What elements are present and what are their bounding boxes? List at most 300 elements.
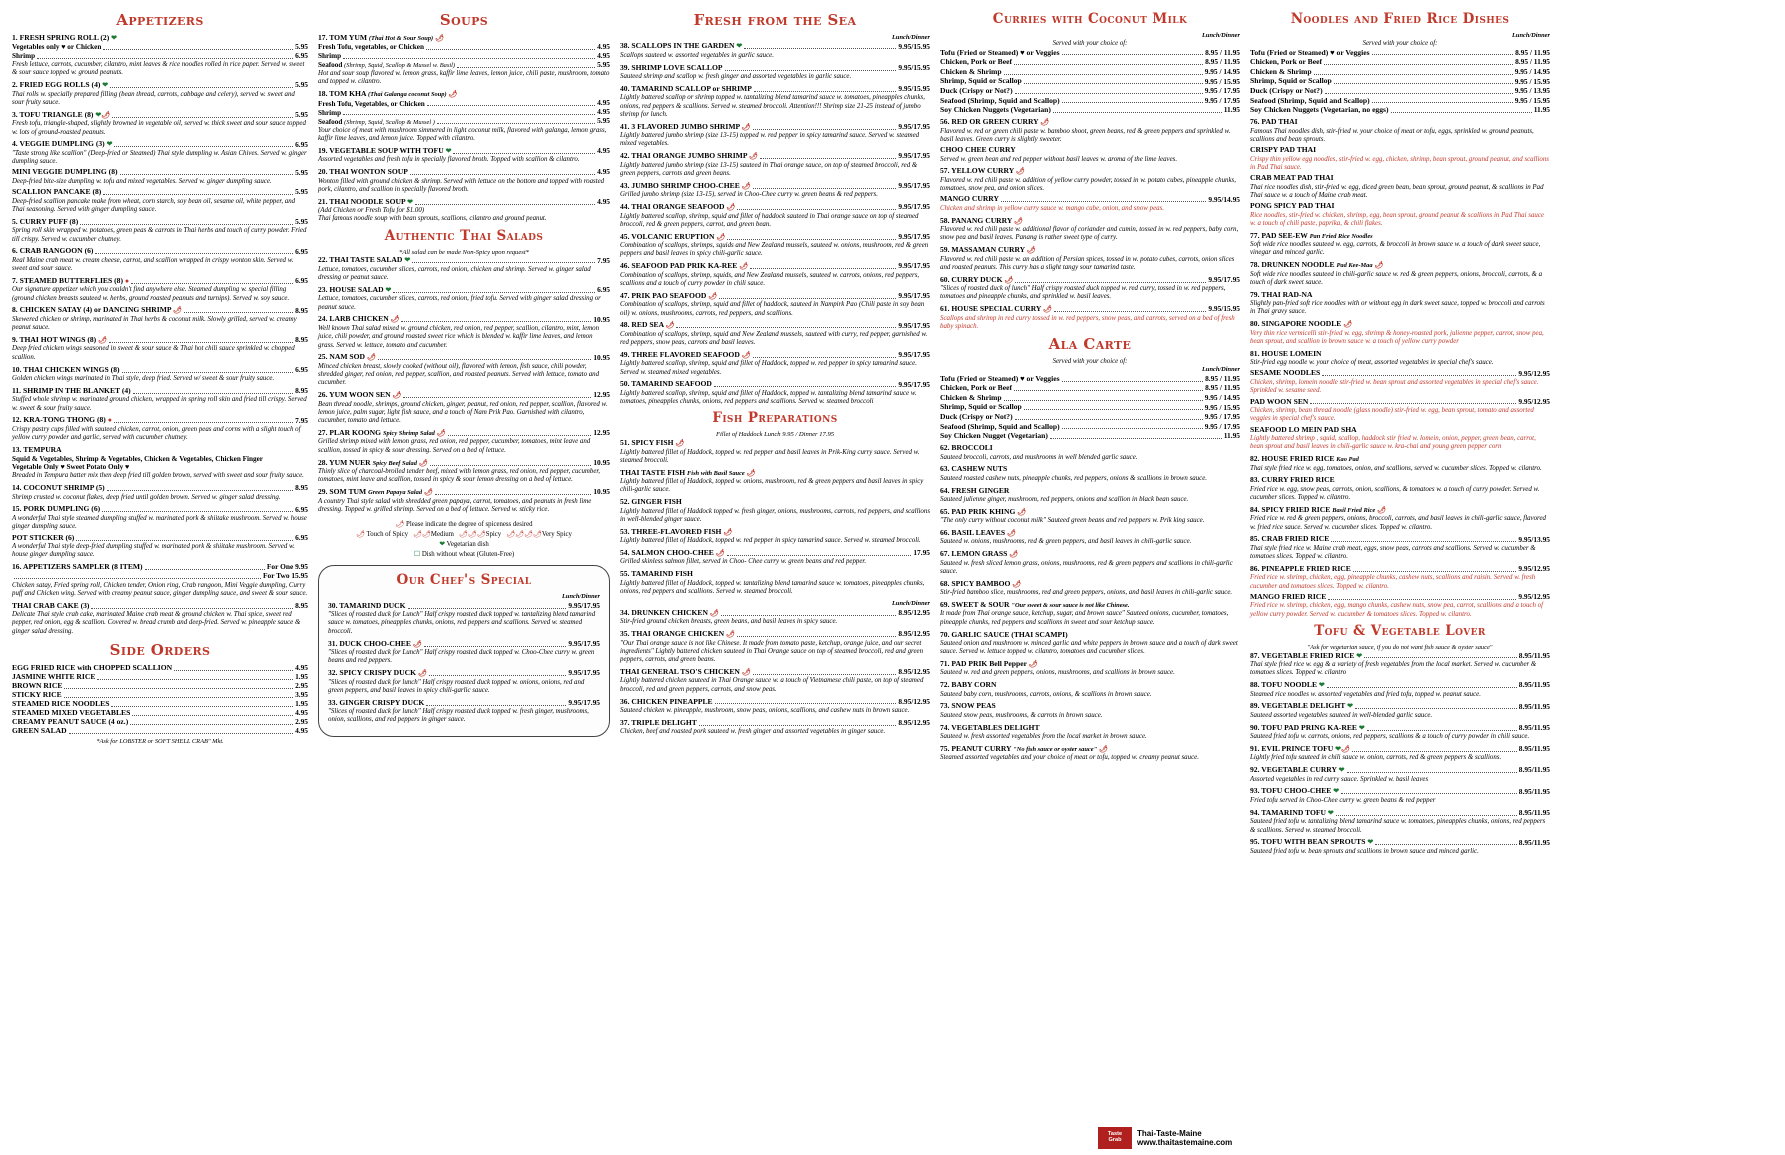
side-order-name: GREEN SALAD xyxy=(12,725,67,735)
noodles-served-with: Served with your choice of: xyxy=(1362,40,1438,48)
chefs-special-box xyxy=(318,565,610,737)
menu-item-description: Scallops and shrimp in red curry tossed in w. red peppers, snow peas, and carrots, served on a bed of fresh baby spinach. xyxy=(940,314,1235,330)
menu-item-price: 7.95 xyxy=(597,255,610,265)
menu-item-description: Slightly pan-fried soft rice noodles with or without egg in dark sweet sauce, topped w. broccoli and carrots in Thai gravy sauce. xyxy=(1250,300,1545,316)
choice-row xyxy=(940,77,1240,86)
menu-item-price: 8.95/12.95 xyxy=(898,718,930,728)
menu-item-description: Sauteed fried tofu w. bean sprouts and scallions in brown sauce and minced garlic. xyxy=(1250,847,1479,855)
menu-item-name: 9. THAI HOT WINGS (8) 🌶 xyxy=(12,335,107,345)
choice-name: Seafood (Shrimp, Squid and Scallop) xyxy=(940,421,1060,431)
leader-dots xyxy=(1367,724,1517,731)
menu-item-name: 76. PAD THAI xyxy=(1250,117,1298,127)
menu-item-name: 69. SWEET & SOUR "Our sweet & sour sauce is not like Chinese. xyxy=(940,599,1130,609)
menu-subitem-description: Deep-fried scallion pancake make from wheat, corn starch, soy bean oil, sesame oil, white pepper, and Thai seasoning. Served with ginger dumpling sauce. xyxy=(12,197,296,213)
curries-list xyxy=(940,118,1240,331)
leader-dots xyxy=(1004,394,1203,401)
menu-item-price: 4.95 xyxy=(597,196,610,206)
leader-dots xyxy=(132,709,293,716)
choice-name: Shrimp, Squid or Scallop xyxy=(940,402,1022,412)
vegetarian-icon: ❤ xyxy=(106,140,113,149)
leader-dots xyxy=(1347,766,1517,773)
spicy-chili-icon: 🌶 xyxy=(173,306,182,315)
leader-dots xyxy=(69,727,293,734)
choice-name: Duck (Crispy or Not?) xyxy=(1250,85,1323,95)
menu-item-price: 9.95/12.95 xyxy=(1518,592,1550,602)
spicy-chili-icon: 🌶 xyxy=(1343,320,1353,329)
spicy-chili-icon: 🌶 xyxy=(1377,505,1386,514)
menu-item-name: 53. THREE-FLAVORED FISH 🌶 xyxy=(620,526,733,536)
salads-list xyxy=(318,256,610,514)
menu-item-description: Stuffed whole shrimp w. marinated ground chicken, wrapped in spring roll skin and fried till crispy. Served w. sweet & sour fruity sauce. xyxy=(12,396,307,412)
spice-legend xyxy=(318,520,610,559)
menu-item-description: Fried rice w. shrimp, chicken, egg, pineapple chunks, cashew nuts, scallions and raisin. Served w. fresh cucumber and tomatoes slices. Topped w. cilantro. xyxy=(1250,574,1536,590)
menu-item-description: Thai style fried rice w. egg & a variety of fresh vegetables from the local market. Served w. cucumber & tomatoes slices. Topped w. cilantro xyxy=(1250,660,1537,677)
spicy-chili-icon: 🌶 xyxy=(725,630,735,639)
footer-logo xyxy=(1098,1127,1232,1149)
menu-item xyxy=(620,498,930,524)
menu-item-name: 74. VEGETABLES DELIGHT xyxy=(940,722,1040,732)
leader-dots xyxy=(110,81,293,88)
choice-price: 8.95 / 11.95 xyxy=(1205,57,1240,67)
leader-dots xyxy=(111,700,293,707)
choice-price: 9.95 / 15.95 xyxy=(1514,95,1550,105)
menu-item-name: 68. SPICY BAMBOO 🌶 xyxy=(940,578,1022,588)
menu-item-name: 2. FRIED EGG ROLLS (4) ❤ xyxy=(12,80,109,90)
menu-item xyxy=(318,429,610,455)
section-title-ala-carte: Ala Carte xyxy=(1048,335,1132,354)
spicy-chili-icon: 🌶 xyxy=(1040,118,1050,127)
menu-subitem-description: Chicken and shrimp in yellow curry sauce w. mango cube, onion, and snow peas. xyxy=(940,204,1164,212)
spicy-chili-icon: 🌶 xyxy=(709,608,719,617)
restaurant-logo-icon: Taste Grab xyxy=(1098,1127,1132,1149)
leader-dots xyxy=(131,277,293,284)
vegetarian-icon: ❤ xyxy=(1333,787,1340,796)
leader-dots xyxy=(1001,195,1206,202)
menu-item-price: 6.95 xyxy=(295,276,308,286)
menu-item xyxy=(1250,291,1550,317)
menu-item-description: Bean thread noodle, shrimps, ground chicken, ginger, peanut, red onion, red pepper, scallion, flavored w. lemon juice, palm sugar, light fish sauce, and a touch of Nam Prik Pao. Garnished with cilantro, cucumber, tomato and lettuce. xyxy=(318,400,608,425)
vegetarian-icon: ❤ xyxy=(385,285,392,294)
menu-item-name: 59. MASSAMAN CURRY 🌶 xyxy=(940,245,1036,255)
section-title-salads: Authentic Thai Salads xyxy=(384,227,544,244)
menu-subitem xyxy=(1250,397,1550,423)
menu-item-price: For One 9.95 xyxy=(266,562,308,572)
menu-item-name: 24. LARB CHICKEN 🌶 xyxy=(318,314,400,324)
menu-item-description: Very thin rice vermicelli stir-fried w. egg, shrimp & honey-roasted pork, julienne pepper, carrot, snow pea, bean sprout, and scallion in brown sauce w. a touch of yellow curry powder xyxy=(1250,329,1544,345)
menu-item-name: 95. TOFU WITH BEAN SPROUTS ❤ xyxy=(1250,837,1374,847)
menu-item-description: A country Thai style salad with shredded green papaya, carrot, tomatoes, and peanuts in fresh lime dressing. Topped w. grilled shrimp. Served on a bed of lettuce. Served w. sticky rice. xyxy=(318,497,592,513)
menu-item xyxy=(940,246,1240,272)
choice-price: 8.95 / 11.95 xyxy=(1205,47,1240,57)
menu-item-description: Minced chicken breast, slowly cooked (without oil), flavored with lemon, fish sauce, chili powder, shredded ginger, red onion, red pepper, scallion, and roasted peanuts. Served with lettuce, tomato and cucumber. xyxy=(318,362,600,387)
menu-item-price: 10.95 xyxy=(593,457,610,467)
menu-item-description: "Slices of roasted duck for Lunch" Half crispy roasted duck topped w. tantalizing blend tamarind sauce w. tomatoes, pineapples chunks, onions, red peppers and scallions. Served w. steamed broccoli. xyxy=(328,611,596,635)
menu-item-name: 33. GINGER CRISPY DUCK xyxy=(328,697,425,707)
menu-item-description: Lettuce, tomatoes, cucumber slices, carrots, red onion, chicken and shrimp. Served w. ginger salad dressing or peanut sauce. xyxy=(318,265,591,282)
menu-item-price: 5.95 xyxy=(295,187,308,197)
menu-item xyxy=(318,90,610,143)
menu-item xyxy=(12,34,308,78)
choice-name: Soy Chicken Nuggets (Vegetarian, no eggs) xyxy=(1250,105,1389,115)
leader-dots xyxy=(401,315,591,322)
menu-item-price: 8.95/12.95 xyxy=(898,667,930,677)
spicy-chili-icon: 🌶 xyxy=(741,122,751,131)
menu-item-name: 14. COCONUT SHRIMP (5) xyxy=(12,483,105,493)
menu-item-name: 63. CASHEW NUTS xyxy=(940,464,1008,474)
choice-row xyxy=(940,432,1240,441)
menu-item-description: Steamed rice noodles w. assorted vegetables and fried tofu, topped w. peanut sauce. xyxy=(1250,690,1481,698)
menu-item-description: A wonderful Thai style steamed dumpling stuffed w. marinated pork & shiitake mushroom. Served w. house ginger dumpling sauce. xyxy=(12,514,307,531)
menu-item-option: Vegetable Only ♥ Sweet Potato Only ♥ xyxy=(12,463,130,472)
menu-item-description: Sauteed w. fresh assorted vegetables from the local market in brown sauce. xyxy=(940,733,1147,741)
spicy-chili-icon: 🌶 xyxy=(1004,275,1014,284)
choice-name: Chicken & Shrimp xyxy=(1250,66,1312,76)
spicy-chili-icon: 🌶 xyxy=(392,391,402,400)
side-order-name: STEAMED RICE NOODLES xyxy=(12,698,110,708)
menu-item xyxy=(940,276,1240,302)
leader-dots xyxy=(112,111,293,118)
spicy-chili-icon: 🌶 xyxy=(715,549,725,557)
choice-price: 9.95 / 14.95 xyxy=(1204,392,1240,402)
menu-item-description: Well known Thai salad mixed w. ground chicken, red onion, red pepper, scallion, cilantro, mint, lemon juice, chili powder, and ground roasted sweet rice which is blended w. kaffir lime leaves, and lemon grass. Served w. lettuce, tomato and cucumber. xyxy=(318,324,600,349)
menu-item-name: 75. PEANUT CURRY "No fish sauce or oyster sauce" 🌶 xyxy=(940,743,1108,753)
leader-dots xyxy=(750,262,896,269)
menu-item xyxy=(318,168,610,194)
menu-item-price: 5.95 xyxy=(597,116,610,126)
menu-item xyxy=(620,668,930,694)
leader-dots xyxy=(727,233,896,240)
menu-item-description: Lightly battered fillet of Haddock, topped w. red pepper in spicy tamarind sauce. Served w. steamed broccoli. xyxy=(620,537,921,545)
menu-item-name: 85. CRAB FRIED RICE xyxy=(1250,534,1330,544)
menu-item-name: 28. YUM NUER Spicy Beef Salad 🌶 xyxy=(318,457,428,467)
spicy-chili-icon: 🌶 xyxy=(1006,529,1016,537)
choice-row xyxy=(940,403,1240,412)
leader-dots xyxy=(457,61,595,68)
spicy-chili-icon: 🌶 xyxy=(1017,507,1027,516)
menu-item xyxy=(1250,320,1550,346)
menu-item xyxy=(12,387,308,413)
choice-row xyxy=(1250,68,1550,77)
leader-dots xyxy=(727,549,912,556)
column-sea-fish xyxy=(620,10,930,1145)
choice-row xyxy=(940,68,1240,77)
menu-item xyxy=(1250,809,1550,835)
menu-item-name: 81. HOUSE LOMEIN xyxy=(1250,348,1322,358)
vegetarian-icon: ❤ xyxy=(95,110,102,119)
menu-item-name: 84. SPICY FRIED RICE Basil Fried Rice 🌶 xyxy=(1250,504,1386,514)
spicy-chili-icon: 🌶 xyxy=(675,439,685,448)
leader-dots xyxy=(107,484,293,491)
leader-dots xyxy=(1014,384,1203,391)
menu-item-description: Shrimp crusted w. coconut flakes, deep fried until golden brown. Served w. ginger salad dressing. xyxy=(12,493,281,501)
leader-dots xyxy=(721,609,897,616)
choice-price: 11.95 xyxy=(1533,105,1550,115)
menu-item-description: Lightly battered jumbo shrimp (size 13-15) topped w. red pepper in spicy tamarind sauce. Served w. steamed mixed vegetables. xyxy=(620,132,920,148)
menu-item-description: Sauteed roasted cashew nuts, pineapple chunks, red peppers, onions & scallions in brown sauce. xyxy=(940,474,1207,482)
choice-price: 11.95 xyxy=(1223,105,1240,115)
section-title-chefs-special: Our Chef's Special xyxy=(396,572,532,589)
menu-item-price: For Two 15.95 xyxy=(263,571,308,581)
menu-item xyxy=(12,81,308,107)
side-order-price: 1.95 xyxy=(295,671,308,681)
leader-dots xyxy=(393,286,595,293)
section-title-fish: Fish Preparations xyxy=(712,410,838,427)
menu-item-option: Seafood (Shrimp, Squid, Scallop & Mussel w. Basil) xyxy=(318,61,455,70)
crispy-cups-icon: ● xyxy=(107,416,112,425)
menu-item-price: 9.95/12.95 xyxy=(1518,396,1550,406)
menu-item-description: Sauteed julienne ginger, mushroom, red peppers, onions and scallion in black bean sauce. xyxy=(940,495,1189,503)
menu-item xyxy=(12,484,308,502)
vegetarian-icon: ❤ xyxy=(1356,651,1363,660)
fish-subtitle: Fillet of Haddock Lunch 9.95 / Dinner 17.95 xyxy=(715,431,835,439)
leader-dots xyxy=(1004,68,1203,75)
menu-subitem xyxy=(1250,174,1550,200)
menu-item-name: 55. TAMARIND FISH xyxy=(620,569,693,579)
menu-item-name: 7. STEAMED BUTTERFLIES (8) ● xyxy=(12,275,130,285)
menu-item xyxy=(12,277,308,303)
menu-item-price: 9.95/17.95 xyxy=(568,668,600,678)
leader-dots xyxy=(1352,745,1517,752)
menu-item-name: 36. CHICKEN PINEAPPLE xyxy=(620,696,713,706)
menu-item-price: 6.95 xyxy=(295,532,308,542)
menu-item-name: 31. DUCK CHOO-CHEE 🌶 xyxy=(328,638,422,648)
leader-dots xyxy=(427,99,595,106)
menu-item-description: "Slices of roasted duck for lunch" Half crispy roasted duck topped w. fresh ginger, mushrooms, onion, scallions, and red peppers in ginger sauce. xyxy=(328,708,589,724)
menu-subitem xyxy=(940,146,1240,164)
spicy-chili-icon: 🌶 xyxy=(1026,246,1036,255)
chicken-dumpling-icon: ● xyxy=(124,276,130,285)
menu-item-description: Flavored w. red chili paste w. addition of yellow curry powder, tossed in w. potato cubes, pineapple chunks, tomatoes, snow pea, and onion slices. xyxy=(940,176,1236,193)
menu-item-name: 78. DRUNKEN NOODLE Pad Kee-Maa 🌶 xyxy=(1250,260,1384,270)
vegetarian-icon: ❤ xyxy=(404,256,411,265)
menu-item-price: 8.95/11.95 xyxy=(1518,765,1550,775)
leader-dots xyxy=(699,719,897,726)
menu-item-description: Lightly battered fillet of Haddock, topped w. tantalizing blend tamarind sauce w. tomatoes, pineapples chunks, onions, red peppers and scallions. Served w. steamed broccoli. xyxy=(620,579,925,595)
menu-item-option: Shrimp xyxy=(12,52,36,61)
menu-columns xyxy=(12,10,1773,1145)
leader-dots xyxy=(95,247,293,254)
ala-carte-served-with: Served with your choice of: xyxy=(1052,357,1128,365)
leader-dots xyxy=(1353,565,1517,572)
side-order-price: 4.95 xyxy=(295,662,308,672)
choice-row xyxy=(940,106,1240,115)
menu-item-description: Soft wide rice noodles sauteed in chili-garlic sauce w. red & green peppers, onions, broccoli, carrots, & a touch of dark sweet sauce. xyxy=(1250,270,1543,286)
menu-item xyxy=(1250,745,1550,763)
menu-item xyxy=(1250,455,1550,473)
menu-item-name: 20. THAI WONTON SOUP xyxy=(318,167,408,177)
menu-item-name: 1. FRESH SPRING ROLL (2) ❤ xyxy=(12,32,118,42)
leader-dots xyxy=(1310,397,1516,404)
menu-item-price: 4.95 xyxy=(597,41,610,51)
menu-item xyxy=(620,630,930,664)
leader-dots xyxy=(91,602,293,609)
menu-item-description: Flavored w. red chili paste w. additional flavor of coriander and cumin, tossed in w. red peppers, baby corn, snow pea and basil leaves. Panang is rather sweet type of curry. xyxy=(940,226,1239,242)
salads-note: *All salad can be made Non-Spicy upon request* xyxy=(399,248,529,256)
menu-item-name: 51. SPICY FISH 🌶 xyxy=(620,438,685,448)
menu-item-description: Lightly battered fillet of Haddock topped w. fresh ginger, onions, mushrooms, carrots, red peppers, and scallions in well-blended ginger sauce. xyxy=(620,507,930,523)
menu-item xyxy=(12,111,308,137)
leader-dots xyxy=(719,292,896,299)
menu-item xyxy=(318,353,610,387)
menu-item-description: Steamed assorted vegetables and your choice of meat or tofu, topped w. creamy peanut sauce. xyxy=(940,754,1199,762)
menu-item-description: Wonton filled with ground chicken & shrimp. Served with lettuce on the bottom and topped with roasted pork, cilantro, and scallion in specially flavored broth. xyxy=(318,177,605,193)
vegetarian-icon: ❤ xyxy=(1338,766,1345,775)
footer-text xyxy=(1137,1129,1232,1148)
menu-item-price: 9.95/17.95 xyxy=(898,261,930,271)
leader-dots xyxy=(120,168,294,175)
menu-item-description: Lightly battered scallop, shrimp, squid and fillet of Haddock, topped w. red pepper in spicy tamarind sauce. Served w. steamed mixed vegetables. xyxy=(620,360,917,376)
spicy-chili-icon: 🌶 xyxy=(1374,261,1384,270)
menu-item-description: "Slices of roasted duck of lunch" Half crispy roasted duck topped w. red curry, tossed in w. red peppers, tomatoes and pineapple chunks, and sprinkled w. basil leaves. xyxy=(940,285,1226,301)
menu-item-description: Sauteed w. red and green peppers, onions, mushrooms, and scallions in brown sauce. xyxy=(940,669,1175,677)
leader-dots xyxy=(130,718,293,725)
menu-item-price: 9.95/17.95 xyxy=(898,350,930,360)
menu-item xyxy=(1250,476,1550,502)
curries-choice-list xyxy=(940,48,1240,115)
menu-item-name: 6. CRAB RANGOON (6) xyxy=(12,246,94,256)
choice-name: Chicken & Shrimp xyxy=(940,66,1002,76)
menu-item xyxy=(620,203,930,229)
menu-item-name: 37. TRIPLE DELIGHT xyxy=(620,717,697,727)
menu-item xyxy=(12,505,308,559)
menu-item-price: 9.95/13.95 xyxy=(1518,534,1550,544)
menu-item-description: Lightly battered chicken sauteed in Thai Orange sauce w. a touch of Vietnamese chili paste, on top of steamed broccoli, red and green peppers, carrots, and snow peas. xyxy=(620,677,924,693)
vegetarian-icon: ❤ xyxy=(1327,808,1334,817)
menu-item xyxy=(328,699,600,725)
choice-price: 8.95 / 11.95 xyxy=(1515,47,1550,57)
choice-row xyxy=(940,394,1240,403)
menu-item xyxy=(1250,702,1550,720)
choice-price: 9.95 / 15.95 xyxy=(1204,76,1240,86)
leader-dots xyxy=(37,52,293,59)
ala-carte-list xyxy=(940,444,1240,763)
spicy-chili-icon: 🌶 xyxy=(366,353,376,362)
leader-dots xyxy=(378,353,592,360)
menu-item-description: Thai style fried rice w. Maine crab meat, eggs, snow peas, carrots and scallions. Served w. cucumber & tomatoes slices. Topped w. cilantro. xyxy=(1250,544,1536,561)
menu-item-name: 65. PAD PRIK KHING 🌶 xyxy=(940,506,1027,516)
menu-item-price: 8.95/12.95 xyxy=(898,629,930,639)
menu-item xyxy=(940,444,1240,462)
spicy-chili-icon: 🌶 xyxy=(1043,305,1052,314)
menu-item-option: Shrimp xyxy=(318,52,342,61)
menu-item-price: 5.95 xyxy=(597,59,610,69)
menu-item xyxy=(940,305,1240,331)
menu-item xyxy=(940,487,1240,505)
menu-item-description: Stir-fried egg noodle w. your choice of meat, assorted vegetables in special chef's sauce. xyxy=(1250,359,1494,367)
menu-item-name: 15. PORK DUMPLING (6) xyxy=(12,504,101,514)
menu-item xyxy=(620,549,930,567)
chicken-dishes-list xyxy=(620,609,930,737)
menu-item xyxy=(12,446,308,481)
side-order-price: 4.95 xyxy=(295,707,308,717)
menu-item-description: Flavored w. red chili paste w. an addition of Persian spices, tossed in w. potato cubes, carrots, onion slices and roasted peanuts. This curry has a slight tangy sour tamarind taste. xyxy=(940,255,1235,271)
menu-item-description: Lightly battered scallop, shrimp, squid and fillet of Haddock, topped w. tantalizing blend tamarind sauce w. tomatoes, pineapples chunks, onions, red peppers and scallions. Served w. steamed broccoli xyxy=(620,389,917,406)
tofu-list xyxy=(1250,651,1550,856)
leader-dots xyxy=(114,140,293,147)
spice-legend-row: ❤ Vegetarian dish xyxy=(439,540,489,549)
leader-dots xyxy=(1024,77,1203,84)
menu-item-name: 70. GARLIC SAUCE (THAI SCAMPI) xyxy=(940,629,1068,639)
menu-item-description: Sauteed snow peas, mushrooms, & carrots in brown sauce. xyxy=(940,711,1103,719)
vegetarian-icon: ❤ xyxy=(111,33,118,42)
menu-item xyxy=(328,640,600,666)
menu-item-name: 73. SNOW PEAS xyxy=(940,701,996,711)
choice-row xyxy=(1250,77,1550,86)
spicy-chili-icon: 🌶 xyxy=(1012,579,1022,588)
column-appetizers xyxy=(12,10,308,1145)
menu-item xyxy=(328,602,600,636)
menu-item-price: 9.95/17.95 xyxy=(898,202,930,212)
menu-subitem xyxy=(1250,593,1550,619)
menu-item-price: 10.95 xyxy=(593,487,610,497)
menu-item-price: 8.95/12.95 xyxy=(898,696,930,706)
restaurant-url[interactable]: www.thaitastemaine.com xyxy=(1137,1138,1233,1147)
menu-subitem xyxy=(12,168,308,186)
leader-dots xyxy=(1375,838,1517,845)
menu-item-description: Stir-fried ground chicken breasts, green beans, and basil leaves in spicy sauce. xyxy=(620,618,838,626)
side-order-name: BROWN RICE xyxy=(12,680,63,690)
menu-item-name: 62. BROCCOLI xyxy=(940,443,993,453)
leader-dots xyxy=(343,108,595,115)
menu-item-description: Lightly battered fillet of Haddock, topped w. red pepper and basil leaves in Prik-King curry sauce. Served w. steamed broccoli. xyxy=(620,448,920,464)
menu-item-name: 88. TOFU NOODLE ❤ xyxy=(1250,680,1325,690)
choice-price: 9.95 / 17.95 xyxy=(1204,86,1240,96)
menu-item xyxy=(940,118,1240,164)
menu-item xyxy=(318,391,610,425)
leader-dots xyxy=(1322,369,1516,376)
menu-item-name: 22. THAI TASTE SALAD ❤ xyxy=(318,255,411,265)
leader-dots xyxy=(754,85,897,92)
section-title-side-orders: Side Orders xyxy=(109,640,211,659)
menu-item-description: Scallops sauteed w. assorted vegetables in garlic sauce. xyxy=(620,51,774,59)
choice-row xyxy=(940,58,1240,67)
leader-dots xyxy=(1054,305,1206,312)
spicy-chili-icon: 🌶 xyxy=(98,336,107,345)
menu-item-description: Thai style fried rice w. egg, tomatoes, onion, and scallions, served w. cucumber slices. Topped w. cilantro. xyxy=(1250,464,1542,472)
leader-dots xyxy=(412,256,595,263)
leader-dots xyxy=(1015,87,1203,94)
fish-list xyxy=(620,439,930,596)
leader-dots xyxy=(1015,413,1203,420)
vegetarian-icon: ❤ xyxy=(445,146,452,155)
choice-price: 9.95 / 14.95 xyxy=(1514,66,1550,76)
menu-item xyxy=(1250,681,1550,699)
menu-item-price: 9.95/17.95 xyxy=(898,291,930,300)
choice-price: 9.95 / 17.95 xyxy=(1204,95,1240,105)
menu-item-name: 35. THAI ORANGE CHICKEN 🌶 xyxy=(620,629,735,639)
leader-dots xyxy=(114,416,293,423)
leader-dots xyxy=(437,117,595,124)
menu-item-description: Sauteed broccoli, carrots, and mushrooms in well blended garlic sauce. xyxy=(940,453,1138,461)
menu-item-price: 9.95/17.95 xyxy=(568,697,600,707)
vegetarian-icon: ❤ xyxy=(102,81,109,90)
menu-item-description: Grilled skinless salmon fillet, served in Choo- Chee curry w. green beans and red pepper. xyxy=(620,558,867,566)
leader-dots xyxy=(426,43,595,50)
spice-legend-row: 🌶 Touch of Spicy 🌶🌶Medium 🌶🌶🌶Spicy 🌶🌶🌶🌶Very Spicy xyxy=(356,530,572,539)
menu-item-price: 9.95/17.95 xyxy=(898,320,930,330)
menu-item-name: 89. VEGETABLE DELIGHT ❤ xyxy=(1250,701,1353,711)
leader-dots xyxy=(1324,58,1513,65)
spicy-chili-icon: 🌶 xyxy=(435,33,444,42)
side-order-name: JASMINE WHITE RICE xyxy=(12,671,96,681)
menu-item-name: 43. JUMBO SHRIMP CHOO-CHEE 🌶 xyxy=(620,180,751,190)
leader-dots xyxy=(1355,702,1517,709)
menu-item-name: 56. RED OR GREEN CURRY 🌶 xyxy=(940,117,1050,127)
menu-item-price: 8.95/11.95 xyxy=(1518,744,1550,754)
side-order-name: CREAMY PEANUT SAUCE (4 oz.) xyxy=(12,716,129,726)
menu-item xyxy=(940,702,1240,720)
leader-dots xyxy=(415,198,595,205)
